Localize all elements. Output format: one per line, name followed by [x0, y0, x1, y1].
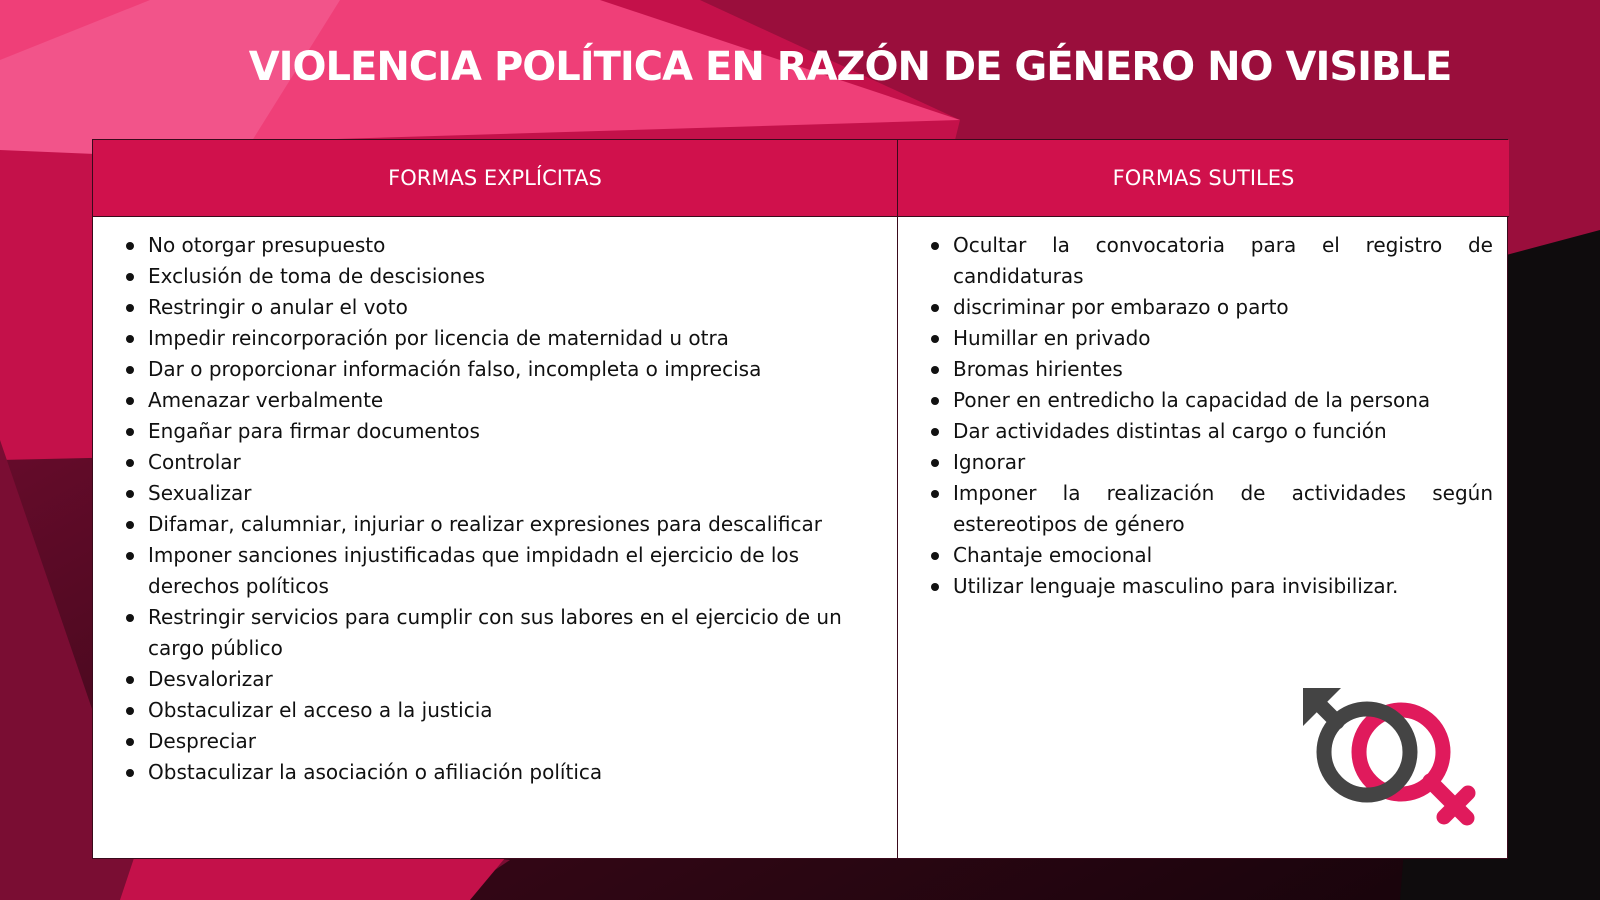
list-item: Despreciar: [148, 726, 877, 757]
list-item: No otorgar presupuesto: [148, 230, 877, 261]
list-item: Controlar: [148, 447, 877, 478]
list-item: Dar o proporcionar información falso, incompleta o imprecisa: [148, 354, 877, 385]
forms-table: [92, 139, 1508, 859]
header-formas-explicitas: FORMAS EXPLÍCITAS: [93, 140, 898, 217]
list-item: Bromas hirientes: [953, 354, 1493, 385]
list-item: Ignorar: [953, 447, 1493, 478]
subtle-forms-cell: [898, 217, 1509, 860]
list-item: Amenazar verbalmente: [148, 385, 877, 416]
explicit-forms-list: [148, 230, 877, 788]
list-item: Exclusión de toma de descisiones: [148, 261, 877, 292]
male-female-symbols-icon: [1299, 682, 1489, 832]
list-item: Restringir o anular el voto: [148, 292, 877, 323]
subtle-forms-list: [953, 230, 1493, 602]
list-item: Sexualizar: [148, 478, 877, 509]
list-item: Humillar en privado: [953, 323, 1493, 354]
list-item: Ocultar la convocatoria para el registro de candidaturas: [953, 230, 1493, 292]
list-item: Difamar, calumniar, injuriar o realizar expresiones para descalificar: [148, 509, 877, 540]
list-item: discriminar por embarazo o parto: [953, 292, 1493, 323]
list-item: Engañar para firmar documentos: [148, 416, 877, 447]
page-title: VIOLENCIA POLÍTICA EN RAZÓN DE GÉNERO NO VISIBLE: [248, 44, 1452, 90]
list-item: Obstaculizar el acceso a la justicia: [148, 695, 877, 726]
list-item: Dar actividades distintas al cargo o función: [953, 416, 1493, 447]
list-item: Restringir servicios para cumplir con sus labores en el ejercicio de un cargo público: [148, 602, 877, 664]
list-item: Utilizar lenguaje masculino para invisibilizar.: [953, 571, 1493, 602]
list-item: Obstaculizar la asociación o afiliación política: [148, 757, 877, 788]
list-item: Imponer la realización de actividades según estereotipos de género: [953, 478, 1493, 540]
header-formas-sutiles: FORMAS SUTILES: [898, 140, 1509, 217]
list-item: Desvalorizar: [148, 664, 877, 695]
explicit-forms-cell: [93, 217, 898, 860]
list-item: Poner en entredicho la capacidad de la persona: [953, 385, 1493, 416]
list-item: Chantaje emocional: [953, 540, 1493, 571]
list-item: Imponer sanciones injustificadas que impidadn el ejercicio de los derechos políticos: [148, 540, 877, 602]
list-item: Impedir reincorporación por licencia de maternidad u otra: [148, 323, 877, 354]
